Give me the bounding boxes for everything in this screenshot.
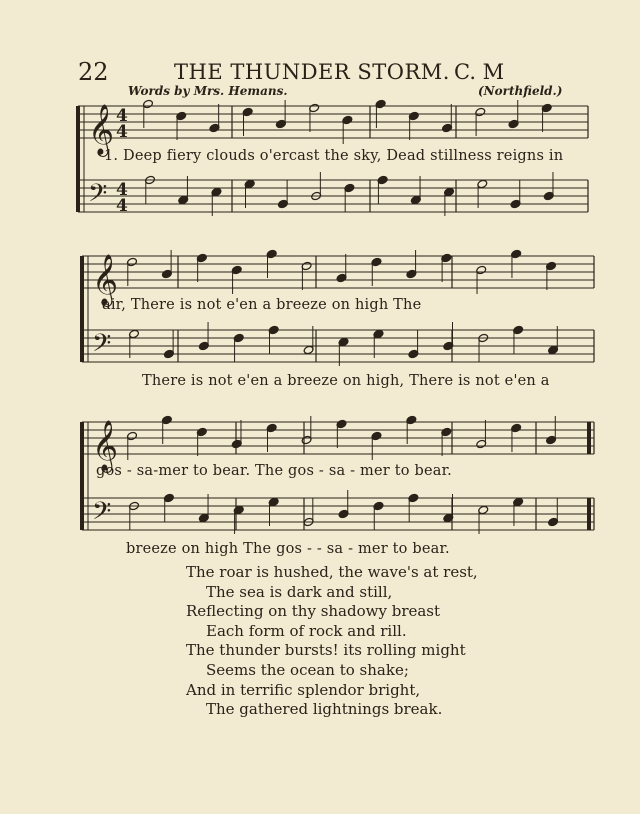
- lyric-line-2-bass: There is not e'en a breeze on high, There is not e'en a: [142, 373, 550, 389]
- stanza-line: Reflecting on thy shadowy breast: [186, 602, 441, 621]
- bass-clef: 𝄢: [92, 329, 112, 364]
- treble-clef: 𝄞: [92, 254, 119, 305]
- stanza-line: The sea is dark and still,: [206, 582, 393, 601]
- treble-clef: 𝄞: [92, 420, 119, 471]
- words-credit: Words by Mrs. Hemans.: [128, 84, 288, 98]
- lyric-line-1-treble: 1. Deep fiery clouds o'ercast the sky, Dead stillness reigns in: [104, 148, 564, 164]
- time-signature-bottom: 4: [116, 122, 128, 142]
- tune-name: (Northfield.): [478, 84, 563, 98]
- time-signature-top: 4: [116, 180, 128, 200]
- treble-clef: 𝄞: [88, 104, 115, 155]
- meter-label: C. M: [454, 60, 505, 84]
- lyric-line-3-treble: gos - sa-mer to bear. The gos - sa - mer to bear.: [96, 463, 452, 479]
- bass-clef: 𝄢: [88, 179, 108, 214]
- bass-clef: 𝄢: [92, 497, 112, 532]
- lyric-line-3-bass: breeze on high The gos - - sa - mer to bear.: [126, 541, 450, 557]
- hymn-title: THE THUNDER STORM.: [174, 60, 450, 84]
- lyric-line-2-treble: air, There is not e'en a breeze on high The: [102, 297, 422, 313]
- stanza-line: The roar is hushed, the wave's at rest,: [186, 563, 478, 581]
- time-signature-bottom: 4: [116, 196, 128, 216]
- stanza-line: Each form of rock and rill.: [206, 621, 407, 640]
- stanza-line: The thunder bursts! its rolling might: [186, 641, 466, 660]
- stanza-line: Seems the ocean to shake;: [206, 660, 409, 679]
- page-number: 22: [78, 58, 109, 86]
- stanza-line: And in terrific splendor bright,: [186, 680, 421, 699]
- stanza-line: The gathered lightnings break.: [206, 700, 443, 719]
- time-signature-top: 4: [116, 106, 128, 126]
- stanza-text: [186, 563, 478, 720]
